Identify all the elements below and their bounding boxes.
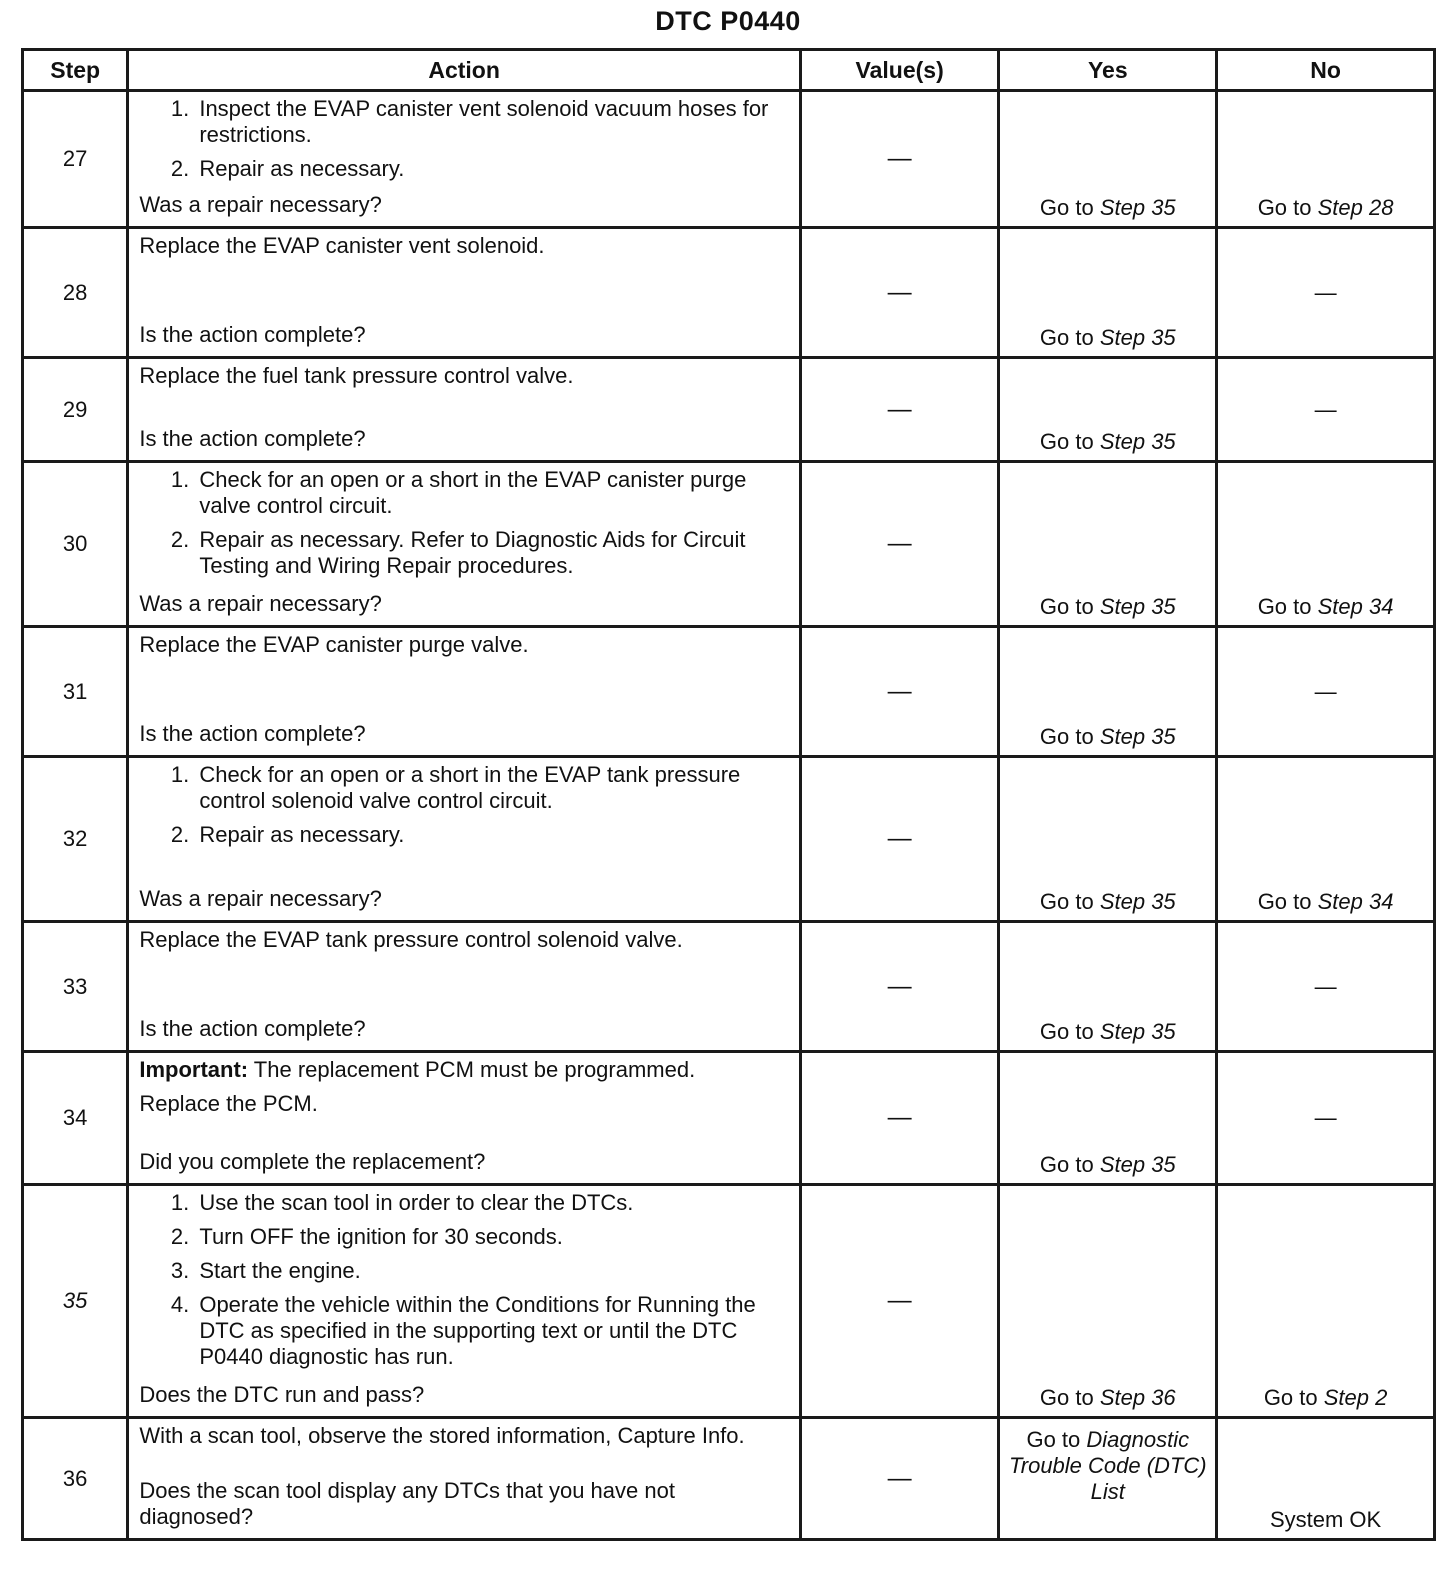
no-cell: System OK — [1217, 1418, 1435, 1540]
no-cell: — — [1217, 1052, 1435, 1185]
value-cell: — — [800, 462, 999, 627]
action-question: Was a repair necessary? — [139, 591, 382, 616]
header-values: Value(s) — [800, 50, 999, 91]
value-cell: — — [800, 1052, 999, 1185]
action-steps — [139, 1190, 789, 1378]
yes-target: Step 35 — [1099, 195, 1176, 220]
action-step: 2. Repair as necessary. — [195, 156, 789, 182]
action-step: 3. Start the engine. — [195, 1258, 789, 1284]
action-steps — [139, 762, 789, 856]
table-row — [23, 228, 1435, 358]
yes-cell: Go to Step 35 — [999, 922, 1217, 1052]
value-cell: — — [800, 757, 999, 922]
action-step: 2. Turn OFF the ignition for 30 seconds. — [195, 1224, 789, 1250]
action-text: Replace the fuel tank pressure control valve. — [139, 363, 574, 388]
page-title: DTC P0440 — [655, 6, 801, 36]
action-step: 1. Check for an open or a short in the EVAP tank pressure control solenoid valve control circuit. — [195, 762, 789, 814]
no-cell: — — [1217, 358, 1435, 462]
action-text: With a scan tool, observe the stored information, Capture Info. — [139, 1423, 745, 1448]
table-row — [23, 922, 1435, 1052]
action-cell — [128, 627, 801, 757]
no-cell: Go to Step 34 — [1217, 757, 1435, 922]
yes-target: Step 35 — [1099, 594, 1176, 619]
no-cell: — — [1217, 627, 1435, 757]
table-row — [23, 1052, 1435, 1185]
action-question: Did you complete the replacement? — [139, 1149, 486, 1174]
yes-cell: Go to Step 35 — [999, 91, 1217, 228]
yes-target: Step 35 — [1099, 889, 1176, 914]
action-question: Is the action complete? — [139, 322, 366, 347]
value-cell: — — [800, 358, 999, 462]
yes-target: Step 35 — [1099, 429, 1176, 454]
yes-cell: Go to Step 35 — [999, 358, 1217, 462]
action-cell — [128, 228, 801, 358]
yes-target: Step 35 — [1099, 325, 1176, 350]
important-note — [139, 1057, 789, 1083]
table-row — [23, 91, 1435, 228]
step-number: 31 — [23, 627, 128, 757]
step-number: 28 — [23, 228, 128, 358]
value-cell: — — [800, 91, 999, 228]
no-target: Step 28 — [1317, 195, 1394, 220]
action-step: 1. Use the scan tool in order to clear the DTCs. — [195, 1190, 789, 1216]
action-step: 1. Check for an open or a short in the EVAP canister purge valve control circuit. — [195, 467, 789, 519]
step-number: 29 — [23, 358, 128, 462]
yes-cell: Go to Step 35 — [999, 757, 1217, 922]
action-steps — [139, 467, 789, 587]
value-cell: — — [800, 1185, 999, 1418]
action-question: Was a repair necessary? — [139, 886, 382, 911]
action-steps — [139, 96, 789, 190]
yes-target: Diagnostic Trouble Code (DTC) List — [1008, 1427, 1207, 1504]
action-cell — [128, 91, 801, 228]
action-cell — [128, 757, 801, 922]
no-cell: — — [1217, 228, 1435, 358]
action-question: Does the scan tool display any DTCs that you have not diagnosed? — [139, 1478, 675, 1529]
table-row — [23, 1418, 1435, 1540]
step-number: 32 — [23, 757, 128, 922]
step-number: 34 — [23, 1052, 128, 1185]
yes-cell: Go to Step 36 — [999, 1185, 1217, 1418]
yes-cell: Go to Step 35 — [999, 462, 1217, 627]
yes-cell: Go to Step 35 — [999, 228, 1217, 358]
action-cell — [128, 922, 801, 1052]
no-target: Step 2 — [1323, 1385, 1388, 1410]
no-cell: Go to Step 2 — [1217, 1185, 1435, 1418]
step-number: 30 — [23, 462, 128, 627]
yes-target: Step 35 — [1099, 724, 1176, 749]
action-text: Replace the EVAP canister vent solenoid. — [139, 233, 545, 258]
table-row — [23, 358, 1435, 462]
table-row — [23, 462, 1435, 627]
value-cell: — — [800, 1418, 999, 1540]
important-text: The replacement PCM must be programmed. — [248, 1057, 696, 1082]
header-yes: Yes — [999, 50, 1217, 91]
action-step: 4. Operate the vehicle within the Conditions for Running the DTC as specified in the supporting text or until the DTC P0440 diagnostic has run. — [195, 1292, 789, 1370]
table-row — [23, 627, 1435, 757]
action-question: Does the DTC run and pass? — [139, 1382, 425, 1407]
action-question: Is the action complete? — [139, 721, 366, 746]
no-cell: Go to Step 28 — [1217, 91, 1435, 228]
table-header-row — [23, 50, 1435, 91]
no-target: Step 34 — [1317, 889, 1394, 914]
value-cell: — — [800, 627, 999, 757]
step-number: 35 — [23, 1185, 128, 1418]
action-cell — [128, 1418, 801, 1540]
yes-cell: Go to Step 35 — [999, 627, 1217, 757]
action-step: 2. Repair as necessary. Refer to Diagnostic Aids for Circuit Testing and Wiring Repair procedures. — [195, 527, 789, 579]
yes-target: Step 36 — [1099, 1385, 1176, 1410]
action-cell — [128, 462, 801, 627]
table-row — [23, 1185, 1435, 1418]
action-question: Was a repair necessary? — [139, 192, 382, 217]
action-step: 1. Inspect the EVAP canister vent solenoid vacuum hoses for restrictions. — [195, 96, 789, 148]
header-action: Action — [128, 50, 801, 91]
action-text: Replace the PCM. — [139, 1091, 318, 1116]
yes-cell: Go to Diagnostic Trouble Code (DTC) List — [999, 1418, 1217, 1540]
step-number: 33 — [23, 922, 128, 1052]
value-cell: — — [800, 922, 999, 1052]
yes-target: Step 35 — [1099, 1019, 1176, 1044]
yes-cell: Go to Step 35 — [999, 1052, 1217, 1185]
no-cell: Go to Step 34 — [1217, 462, 1435, 627]
no-cell: — — [1217, 922, 1435, 1052]
no-target: Step 34 — [1317, 594, 1394, 619]
yes-target: Step 35 — [1099, 1152, 1176, 1177]
value-cell: — — [800, 228, 999, 358]
table-row — [23, 757, 1435, 922]
step-number: 36 — [23, 1418, 128, 1540]
action-step: 2. Repair as necessary. — [195, 822, 789, 848]
header-step: Step — [23, 50, 128, 91]
action-text: Replace the EVAP tank pressure control solenoid valve. — [139, 927, 683, 952]
action-question: Is the action complete? — [139, 426, 366, 451]
action-cell — [128, 1185, 801, 1418]
diagnostic-table — [21, 48, 1436, 1541]
action-cell — [128, 358, 801, 462]
action-cell — [128, 1052, 801, 1185]
header-no: No — [1217, 50, 1435, 91]
step-number: 27 — [23, 91, 128, 228]
action-text: Replace the EVAP canister purge valve. — [139, 632, 529, 657]
important-label: Important: — [139, 1057, 249, 1082]
action-question: Is the action complete? — [139, 1016, 366, 1041]
